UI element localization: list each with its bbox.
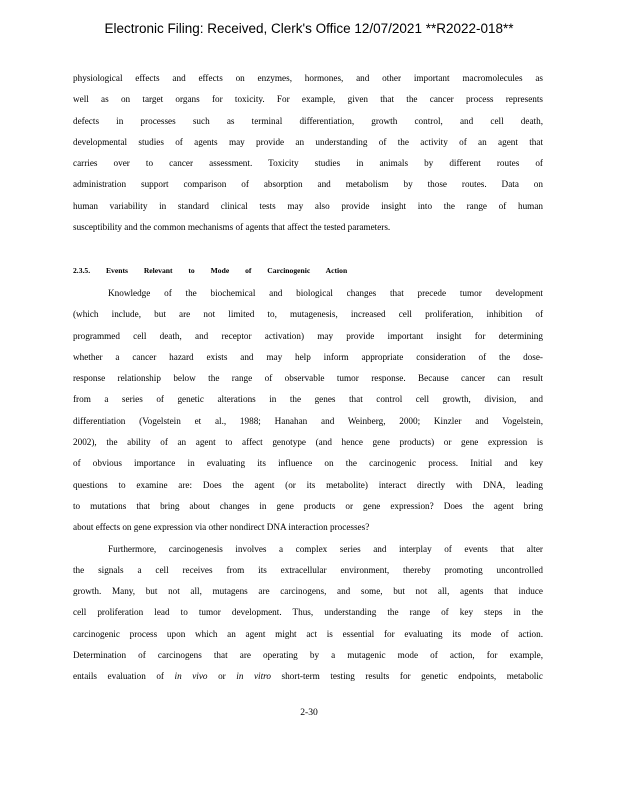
italic-term-in-vivo: in vivo	[174, 671, 208, 682]
text-fragment: short-term testing results for genetic endpoints, metabolic	[270, 671, 543, 682]
page-number: 2-30	[300, 707, 318, 718]
section-heading: 2.3.5. Events Relevant to Mode of Carcinogenic Action	[73, 266, 348, 275]
text-line: cell proliferation lead to tumor development. Thus, understanding the range of key steps in the	[73, 607, 543, 618]
text-line: Determination of carcinogens that are operating by a mutagenic mode of action, for example,	[73, 650, 543, 661]
text-line: programmed cell death, and receptor activation) may provide important insight for determining	[73, 330, 543, 341]
text-line: of obvious importance in evaluating its influence on the carcinogenic process. Initial and key	[73, 458, 543, 469]
text-line: carcinogenic process upon which an agent might act is essential for evaluating its mode of action.	[73, 628, 543, 639]
text-line: developmental studies of agents may provide an understanding of the activity of an agent that	[73, 136, 543, 147]
text-line: physiological effects and effects on enzymes, hormones, and other important macromolecules as	[73, 73, 543, 83]
filing-stamp-header: Electronic Filing: Received, Clerk's Office 12/07/2021 **R2022-018**	[104, 21, 514, 36]
paragraph-toxicity	[73, 68, 543, 238]
paragraphs-carcinogenic-action	[73, 283, 543, 688]
text-line: (which include, but are not limited to, mutagenesis, increased cell proliferation, inhibition of	[73, 309, 543, 320]
text-line: susceptibility and the common mechanisms of agents that affect the tested parameters.	[73, 222, 391, 233]
text-line: to mutations that bring about changes in gene products or gene expression? Does the agent bring	[73, 500, 543, 511]
text-line: whether a cancer hazard exists and may help inform appropriate consideration of the dose-	[73, 351, 543, 362]
text-line: growth. Many, but not all, mutagens are carcinogens, and some, but not all, agents that induce	[73, 586, 543, 597]
text-line: defects in processes such as terminal differentiation, growth control, and cell death,	[73, 115, 543, 126]
text-line: Knowledge of the biochemical and biological changes that precede tumor development	[108, 288, 543, 298]
text-line: questions to examine are: Does the agent (or its metabolite) interact directly with DNA, leading	[73, 479, 543, 490]
text-line: from a series of genetic alterations in the genes that control cell growth, division, and	[73, 394, 543, 405]
text-line: human variability in standard clinical tests may also provide insight into the range of human	[73, 200, 543, 211]
text-line: Furthermore, carcinogenesis involves a complex series and interplay of events that alter	[108, 543, 543, 554]
text-line: the signals a cell receives from its extracellular environment, thereby promoting uncontrolled	[73, 564, 543, 575]
text-line: about effects on gene expression via other nondirect DNA interaction processes?	[73, 522, 370, 533]
italic-term-in-vitro: in vitro	[236, 671, 271, 682]
text-line: administration support comparison of absorption and metabolism by those routes. Data on	[73, 179, 543, 190]
text-line: 2002), the ability of an agent to affect genotype (and hence gene products) or gene expression is	[73, 437, 543, 448]
text-line: differentiation (Vogelstein et al., 1988; Hanahan and Weinberg, 2000; Kinzler and Vogelstein,	[73, 415, 543, 426]
text-line-with-italics	[73, 666, 543, 687]
text-line: response relationship below the range of observable tumor response. Because cancer can result	[73, 373, 543, 384]
text-line: carries over to cancer assessment. Toxicity studies in animals by different routes of	[73, 158, 543, 169]
text-line: well as on target organs for toxicity. For example, given that the cancer process represents	[73, 94, 543, 105]
text-fragment: or	[207, 671, 237, 682]
text-fragment: entails evaluation of	[73, 671, 175, 682]
